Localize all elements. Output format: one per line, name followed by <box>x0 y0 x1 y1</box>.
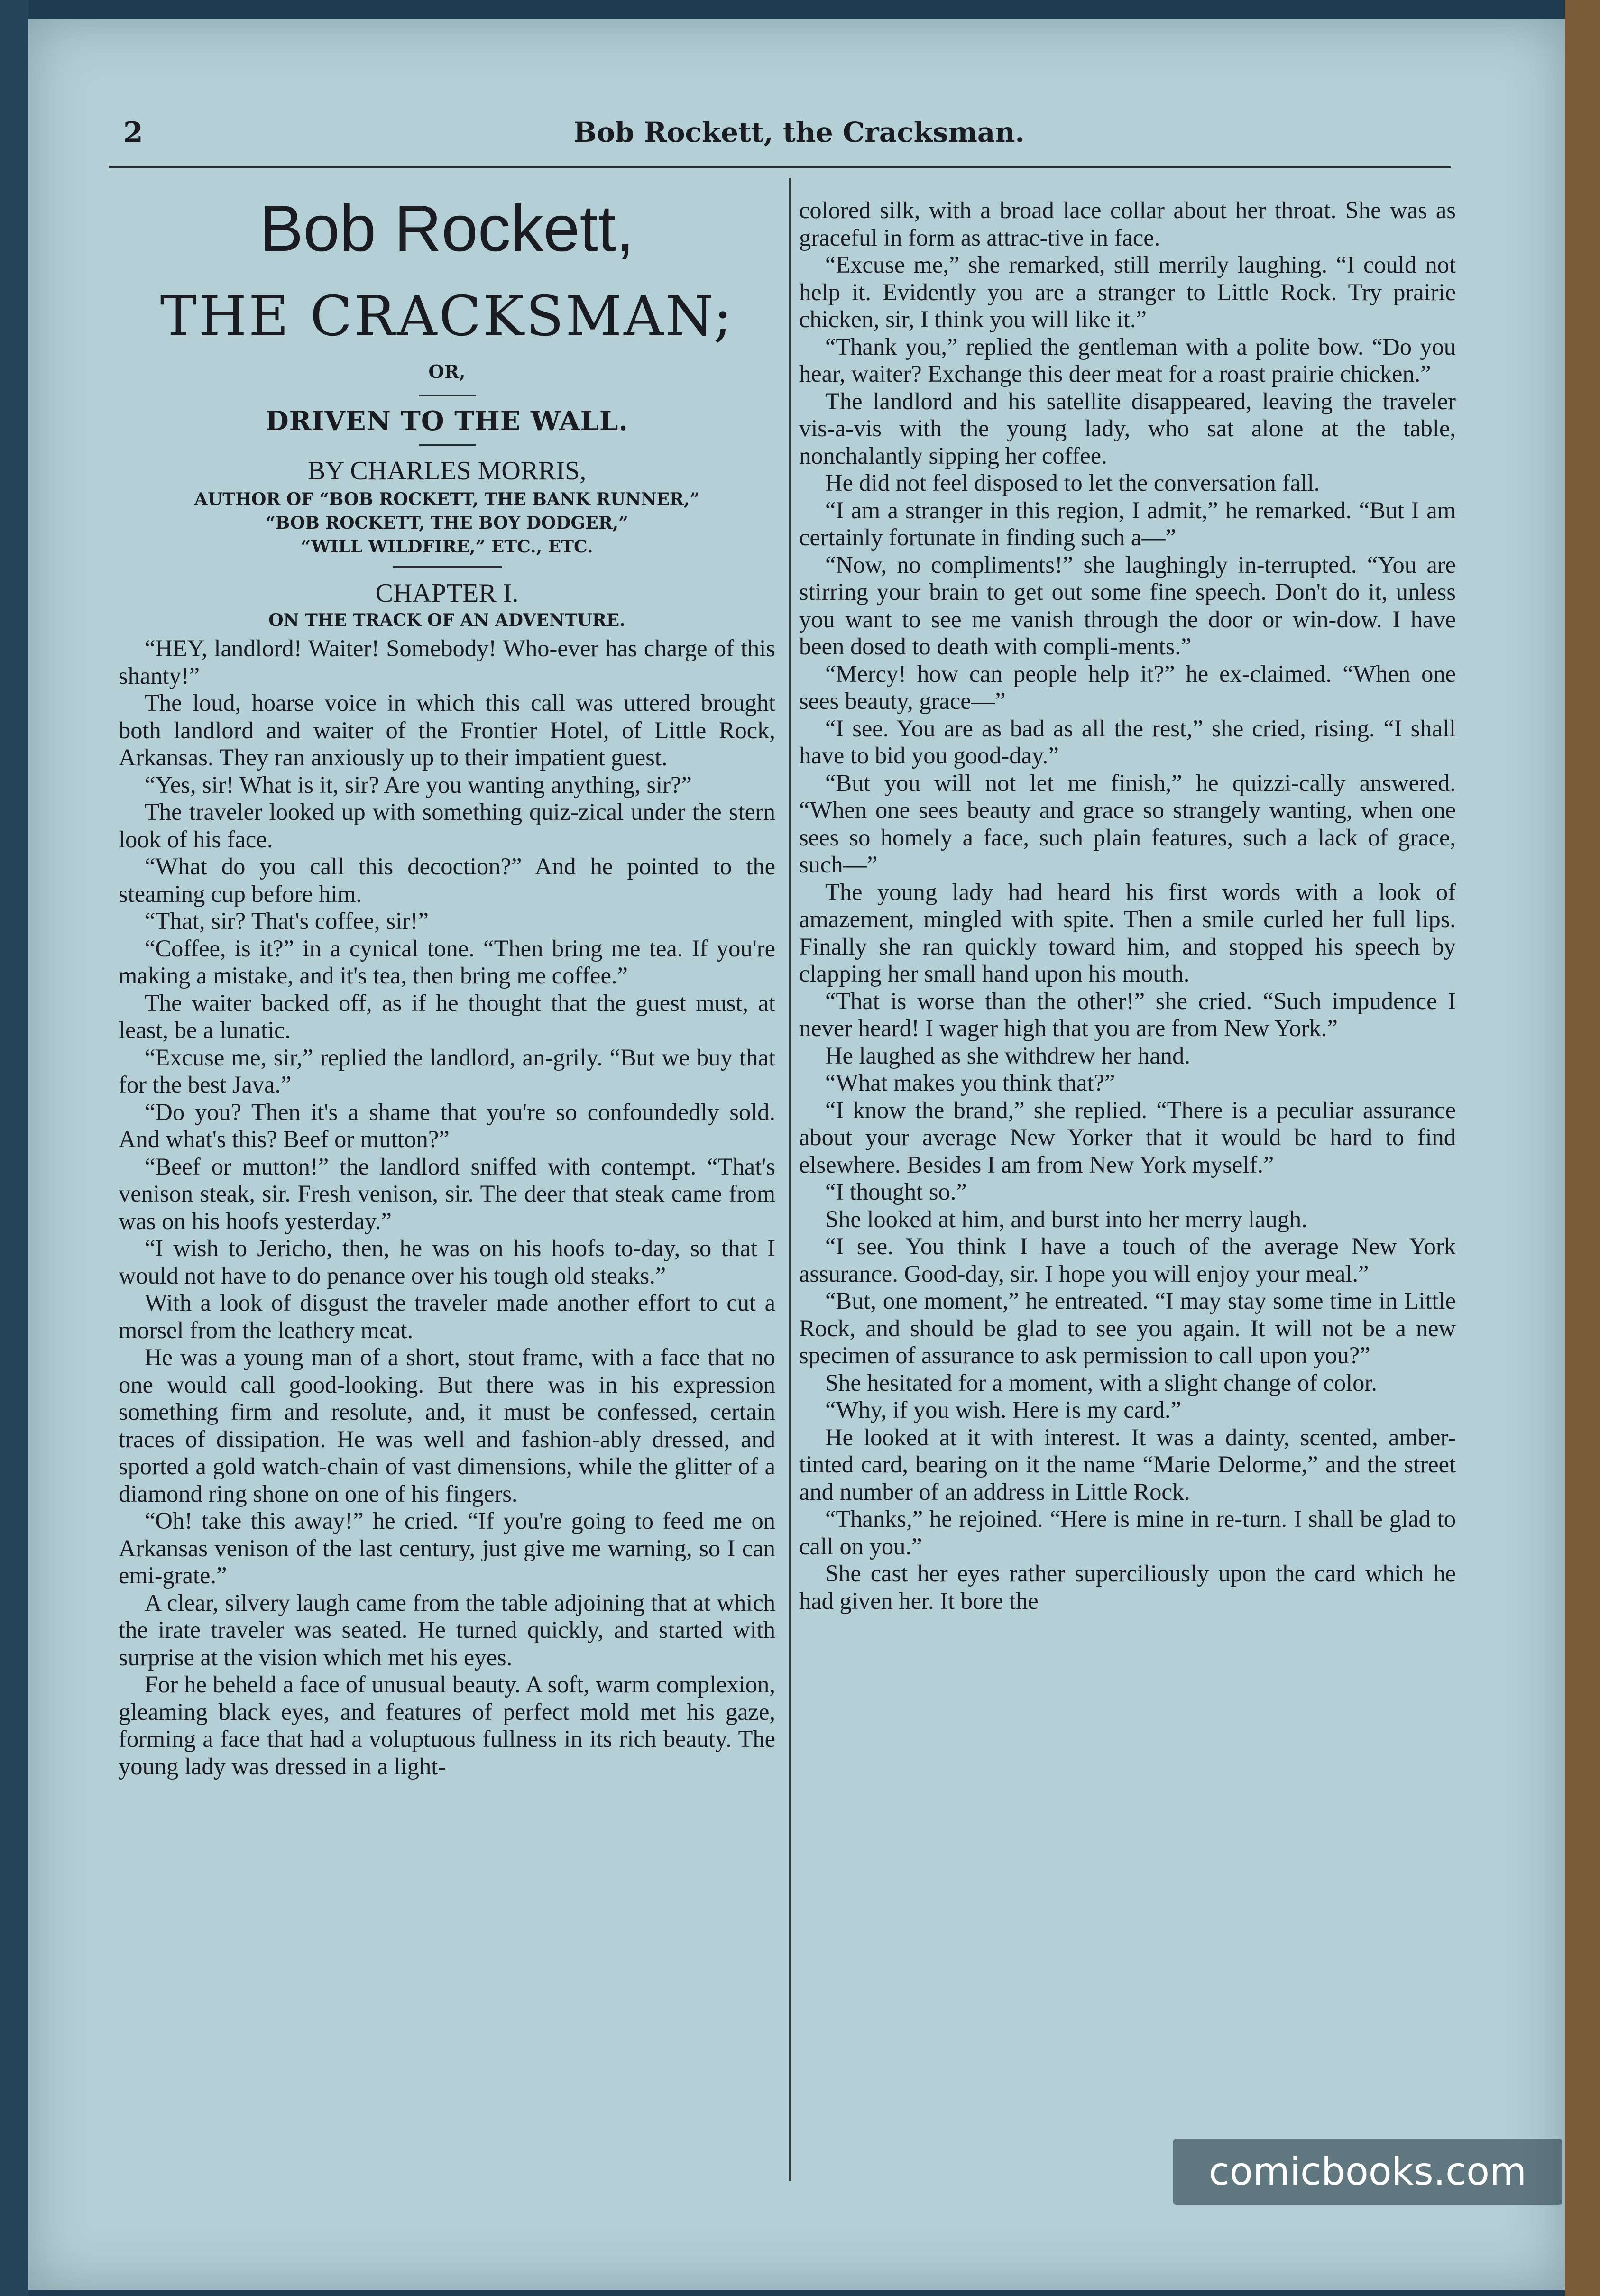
paragraph: The traveler looked up with something quiz-zical under the stern look of his face. <box>119 799 775 853</box>
paragraph: “That, sir? That's coffee, sir!” <box>145 908 429 934</box>
paragraph: “Now, no compliments!” she laughingly in-terrupted. “You are stirring your brain to get out some fine speech. Don't do it, unless you want to see me vanish through the door or win-dow. I have been dosed to death with compli-ments.” <box>799 551 1456 660</box>
paragraph: The young lady had heard his first words with a look of amazement, mingled with spite. Then a smile curled her full lips. Finally she ran quickly toward him, and stopped his speech by clapping her small hand upon his mouth. <box>799 878 1456 987</box>
paragraph: The loud, hoarse voice in which this call was uttered brought both landlord and waiter of the Frontier Hotel, of Little Rock, Arkansas. They ran anxiously up to their impatient guest. <box>119 689 775 771</box>
paragraph: “Thanks,” he rejoined. “Here is mine in re-turn. I shall be glad to call on you.” <box>799 1506 1456 1560</box>
paragraph: She cast her eyes rather superciliously upon the card which he had given her. It bore the <box>799 1560 1456 1614</box>
paragraph: She looked at him, and burst into her merry laugh. <box>825 1205 1307 1232</box>
author-credits-2: “BOB ROCKETT, THE BOY DODGER,” <box>266 513 628 533</box>
paragraph: “Yes, sir! What is it, sir? Are you wanting anything, sir?” <box>145 771 692 798</box>
paragraph: With a look of disgust the traveler made another effort to cut a morsel from the leathery meat. <box>119 1289 775 1343</box>
paragraph: The waiter backed off, as if he thought that the guest must, at least, be a lunatic. <box>119 989 775 1043</box>
paragraph: “Excuse me, sir,” replied the landlord, an-grily. “But we buy that for the best Java.” <box>119 1044 775 1098</box>
byline-rule <box>393 566 502 568</box>
chapter-heading: CHAPTER I. <box>375 579 519 608</box>
author-credits-3: “WILL WILDFIRE,” ETC., ETC. <box>301 537 593 557</box>
paragraph: “Mercy! how can people help it?” he ex-claimed. “When one sees beauty, grace—” <box>799 660 1456 714</box>
left-column-text <box>119 635 775 1780</box>
paragraph: “Do you? Then it's a shame that you're so confoundedly sold. And what's this? Beef or mutton?” <box>119 1098 775 1152</box>
column-divider <box>789 178 791 2181</box>
paragraph: “What do you call this decoction?” And he pointed to the steaming cup before him. <box>119 853 775 907</box>
paragraph: “That is worse than the other!” she cried. “Such impudence I never heard! I wager high that you are from New York.” <box>799 987 1456 1041</box>
paragraph: “I thought so.” <box>825 1178 967 1205</box>
title-or: OR, <box>428 361 466 382</box>
paragraph: “What makes you think that?” <box>825 1069 1115 1096</box>
chapter-title: ON THE TRACK OF AN ADVENTURE. <box>268 610 625 630</box>
paragraph: “I see. You are as bad as all the rest,” she cried, rising. “I shall have to bid you good-day.” <box>799 715 1456 769</box>
paragraph: “I am a stranger in this region, I admit,” he remarked. “But I am certainly fortunate in finding such a—” <box>799 496 1456 551</box>
right-page-edge <box>1565 0 1600 2296</box>
paragraph: colored silk, with a broad lace collar about her throat. She was as graceful in form as attrac-tive in face. <box>799 197 1456 251</box>
paragraph: A clear, silvery laugh came from the table adjoining that at which the irate traveler was seated. He turned quickly, and started with surprise at the vision which met his eyes. <box>119 1589 775 1671</box>
story-title-line1: Bob Rockett, <box>259 192 634 265</box>
left-background-edge <box>0 0 28 2296</box>
right-column <box>799 197 1456 2179</box>
page-number: 2 <box>123 116 143 149</box>
paragraph: “HEY, landlord! Waiter! Somebody! Who-ever has charge of this shanty!” <box>119 635 775 689</box>
paragraph: “I see. You think I have a touch of the average New York assurance. Good-day, sir. I hope you will enjoy your meal.” <box>799 1233 1456 1287</box>
title-rule <box>419 395 476 396</box>
paragraph: “But, one moment,” he entreated. “I may stay some time in Little Rock, and should be glad to see you again. It will not be a new specimen of assurance to ask permission to call upon you?” <box>799 1287 1456 1368</box>
running-title: Bob Rockett, the Cracksman. <box>573 116 1025 148</box>
paragraph: “Beef or mutton!” the landlord sniffed with contempt. “That's venison steak, sir. Fresh venison, sir. The deer that steak came from was on his hoofs yesterday.” <box>119 1153 775 1234</box>
paragraph: “Thank you,” replied the gentleman with a polite bow. “Do you hear, waiter? Exchange this deer meat for a roast prairie chicken.” <box>799 333 1456 387</box>
paragraph: “Oh! take this away!” he cried. “If you're going to feed me on Arkansas venison of the last century, just give me warning, so I can emi-grate.” <box>119 1507 775 1589</box>
paragraph: “But you will not let me finish,” he quizzi-cally answered. “When one sees beauty and grace so strangely wanting, when one sees so homely a face, such plain features, such a lack of grace, such—” <box>799 769 1456 878</box>
subtitle-rule <box>419 444 476 446</box>
paragraph: He looked at it with interest. It was a dainty, scented, amber-tinted card, bearing on it the name “Marie Delorme,” and the street and number of an address in Little Rock. <box>799 1424 1456 1505</box>
story-subtitle: DRIVEN TO THE WALL. <box>266 405 628 437</box>
header-rule <box>109 166 1451 168</box>
paragraph: He was a young man of a short, stout frame, with a face that no one would call good-looking. But there was in his expression something firm and resolute, and, it must be confessed, certain traces of dissipation. He was well and fashion-ably dressed, and sported a gold watch-chain of vast dimensions, while the glitter of a diamond ring shone on one of his fingers. <box>119 1344 775 1507</box>
byline: BY CHARLES MORRIS, <box>307 456 587 486</box>
paragraph: “I wish to Jericho, then, he was on his hoofs to-day, so that I would not have to do penance over his tough old steaks.” <box>119 1235 775 1289</box>
paragraph: “Excuse me,” she remarked, still merrily laughing. “I could not help it. Evidently you are a stranger to Little Rock. Try prairie chicken, sir, I think you will like it.” <box>799 251 1456 332</box>
story-title-line2: THE CRACKSMAN; <box>160 285 734 349</box>
author-credits-1: AUTHOR OF “BOB ROCKETT, THE BANK RUNNER,” <box>194 489 700 509</box>
title-block <box>119 192 775 632</box>
left-column <box>119 183 775 2179</box>
site-watermark: comicbooks.com <box>1173 2139 1562 2205</box>
paragraph: “Coffee, is it?” in a cynical tone. “Then bring me tea. If you're making a mistake, and it's tea, then bring me coffee.” <box>119 935 775 989</box>
paragraph: The landlord and his satellite disappeared, leaving the traveler vis-a-vis with the young lady, who sat alone at the table, nonchalantly sipping her coffee. <box>799 387 1456 469</box>
paragraph: He did not feel disposed to let the conversation fall. <box>825 469 1320 496</box>
paragraph: He laughed as she withdrew her hand. <box>825 1042 1190 1069</box>
paragraph: “I know the brand,” she replied. “There is a peculiar assurance about your average New Yorker that it would be hard to find elsewhere. Besides I am from New York myself.” <box>799 1096 1456 1178</box>
running-header <box>90 111 1465 168</box>
right-column-text <box>799 197 1456 1615</box>
paragraph: For he beheld a face of unusual beauty. A soft, warm complexion, gleaming black eyes, and features of perfect mold met his gaze, forming a face that had a voluptuous fullness in its rich beauty. The young lady was dressed in a light- <box>119 1671 775 1780</box>
paragraph: “Why, if you wish. Here is my card.” <box>825 1396 1182 1423</box>
paragraph: She hesitated for a moment, with a slight change of color. <box>825 1369 1378 1396</box>
